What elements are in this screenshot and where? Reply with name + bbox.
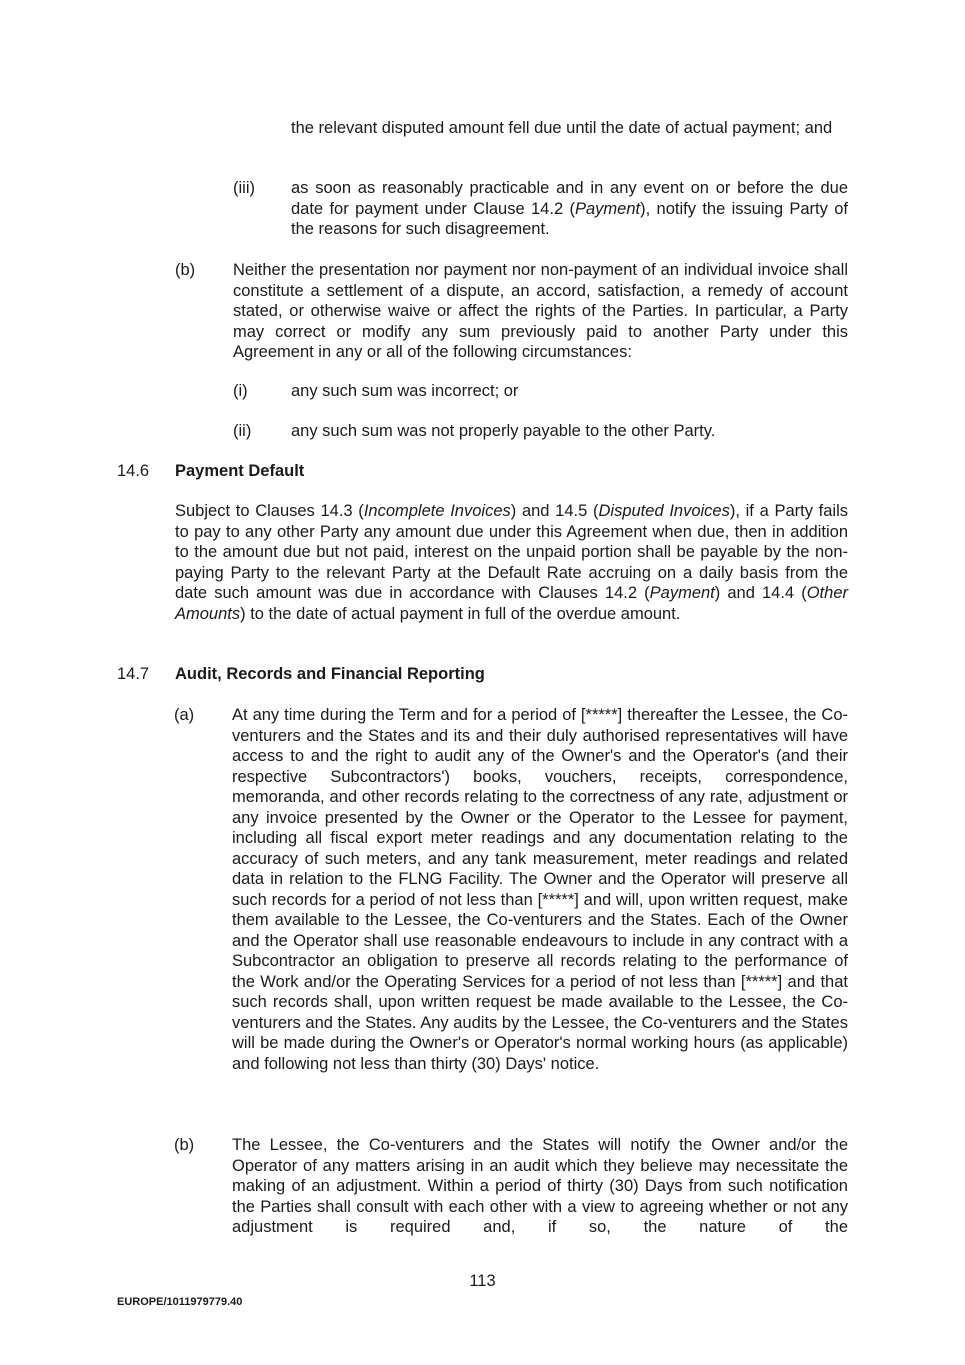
document-reference: EUROPE/1011979779.40 [117, 1296, 243, 1308]
section-14-7-title: Audit, Records and Financial Reporting [175, 665, 485, 683]
item-b1-ii-text: any such sum was not properly payable to the other Party. [291, 422, 716, 440]
section-14-7-number: 14.7 [117, 665, 150, 683]
section-14-7-b-text: The Lessee, the Co-venturers and the States will notify the Owner and/or the Operator of any matters arising in an audit which they believe may necessitate the making of an adjustment. Within a period of thirty (30) Days from such notification the Parties shall consult with each other with a view to agreeing whether or not any adjustment is required and, if so, the nature of the [232, 1136, 848, 1236]
item-b1-text: Neither the presentation nor payment nor non-payment of an individual invoice shall constitute a settlement of a dispute, an accord, satisfaction, a remedy of account stated, or otherwise waive or affect the rights of the Parties. In particular, a Party may correct or modify any sum previously paid to another Party under this Agreement in any or all of the following circumstances: [233, 261, 848, 361]
section-14-6-body: Subject to Clauses 14.3 (Incomplete Invoices) and 14.5 (Disputed Invoices), if a Party fails to pay to any other Party any amount due under this Agreement when due, then in addition to the amount due but not paid, interest on the unpaid portion shall be payable by the non-paying Party to the relevant Party at the Default Rate accruing on a daily basis from the date such amount was due in accordance with Clauses 14.2 (Payment) and 14.4 (Other Amounts) to the date of actual payment in full of the overdue amount. [175, 502, 849, 623]
item-b1-i-label: (i) [233, 382, 248, 400]
item-ii-continuation: the relevant disputed amount fell due until the date of actual payment; and [291, 119, 833, 137]
item-iii-label: (iii) [233, 179, 255, 197]
section-14-6-number: 14.6 [117, 462, 150, 480]
item-b1-label: (b) [175, 261, 196, 279]
item-b1-i-text: any such sum was incorrect; or [291, 382, 519, 400]
section-14-7-a-text: At any time during the Term and for a period of [*****] thereafter the Lessee, the Co-venturers and the States and its and their duly authorised representatives will have access to and the right to audit any of the Owner's and the Operator's (and their respective Subcontractors') books, vouchers, receipts, correspondence, memoranda, and other records relating to the correctness of any rate, adjustment or any invoice presented by the Owner or the Operator to the Lessee for payment, including all fiscal export meter readings and any documentation relating to the accuracy of such meters, and any tank measurement, meter readings and related data in relation to the FLNG Facility. The Owner and the Operator will preserve all such records for a period of not less than [*****] and will, upon written request, make them available to the Lessee, the Co-venturers and the States. Each of the Owner and the Operator shall use reasonable endeavours to include in any contract with a Subcontractor an obligation to preserve all records relating to the performance of the Work and/or the Operating Services for a period of not less than [*****] and that such records shall, upon written request be made available to the Lessee, the Co-venturers and the States. Any audits by the Lessee, the Co-venturers and the States will be made during the Owner's or Operator's normal working hours (as applicable) and following not less than thirty (30) Days' notice. [232, 706, 848, 1073]
section-14-7-a-label: (a) [174, 706, 195, 724]
item-iii-text: as soon as reasonably practicable and in any event on or before the due date for payment under Clause 14.2 (Payment), notify the issuing Party of the reasons for such disagreement. [291, 179, 848, 238]
item-b1-ii-label: (ii) [233, 422, 252, 440]
page-number: 113 [469, 1272, 496, 1290]
section-14-7-b-label: (b) [174, 1136, 195, 1154]
section-14-6-title: Payment Default [175, 462, 305, 480]
